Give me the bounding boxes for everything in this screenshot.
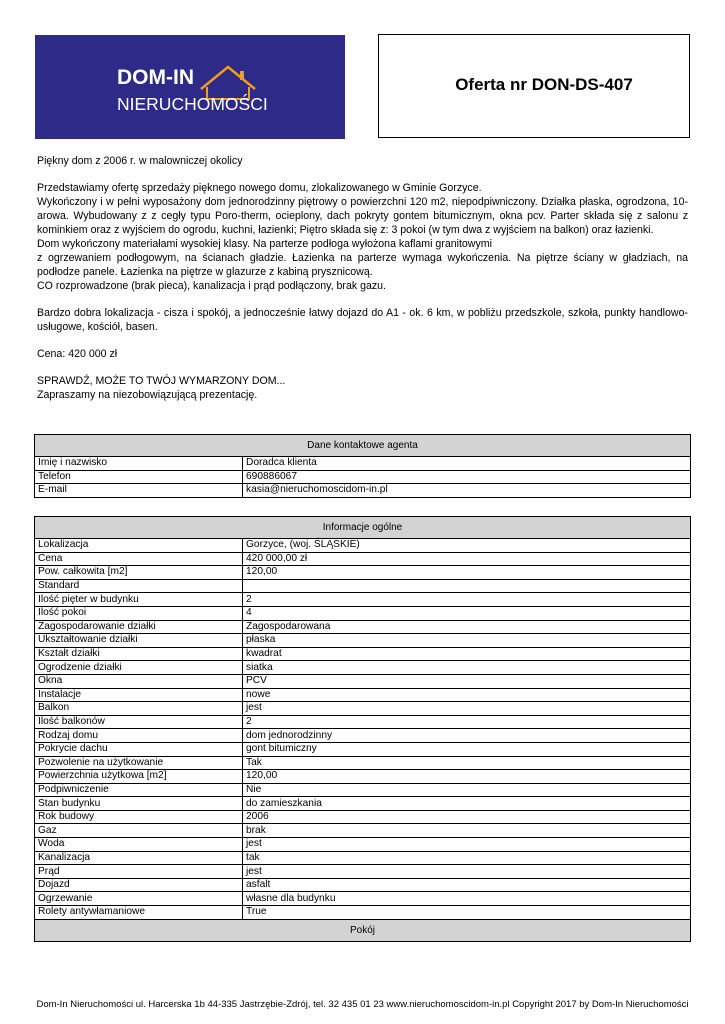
row-label: Balkon	[35, 702, 243, 716]
table-row	[35, 702, 691, 716]
row-label: Ogrodzenie działki	[35, 661, 243, 675]
table-row	[35, 674, 691, 688]
row-label: Zagospodarowanie działki	[35, 620, 243, 634]
row-label: Podpiwniczenie	[35, 783, 243, 797]
row-label: Stan budynku	[35, 797, 243, 811]
table-row	[35, 715, 691, 729]
house-logo-icon	[115, 59, 305, 119]
headline: Piękny dom z 2006 r. w malowniczej okolicy	[37, 155, 243, 167]
table-header: Informacje ogólne	[35, 517, 691, 539]
table-row	[35, 756, 691, 770]
table-row	[35, 606, 691, 620]
row-label: Imię i nazwisko	[35, 457, 243, 471]
row-label: Dojazd	[35, 878, 243, 892]
table-row	[35, 865, 691, 879]
row-value: 690886067	[243, 470, 691, 484]
row-value: dom jednorodzinny	[243, 729, 691, 743]
logo-line1: DOM-IN	[117, 66, 194, 89]
row-label: Prąd	[35, 865, 243, 879]
row-label: Lokalizacja	[35, 539, 243, 553]
row-label: Ogrzewanie	[35, 892, 243, 906]
logo-line2: NIERUCHOMOŚCI	[117, 94, 268, 114]
general-info-table	[34, 516, 691, 942]
row-label: Okna	[35, 674, 243, 688]
row-label: Pokrycie dachu	[35, 742, 243, 756]
table-row	[35, 566, 691, 580]
table-row	[35, 851, 691, 865]
row-label: Rodzaj domu	[35, 729, 243, 743]
row-value: Zagospodarowana	[243, 620, 691, 634]
table-row	[35, 457, 691, 471]
row-label: Powierzchnia użytkowa [m2]	[35, 770, 243, 784]
table-row	[35, 729, 691, 743]
agent-contact-table	[34, 434, 691, 498]
table-row	[35, 539, 691, 553]
row-label: Ilość pięter w budynku	[35, 593, 243, 607]
row-value: kwadrat	[243, 647, 691, 661]
description-paragraph: Wykończony i w pełni wyposażony dom jednorodzinny piętrowy o powierzchni 120 m2, niepodpiwniczony. Działka płaska, ogrodzona, 10-arowa. Wybudowany z z cegły typu Poro-therm, ocieplony, dach pokryty gontem bitumicznym, okna pcv. Parter składa się z salonu z kominkiem oraz z wyjściem do ogrodu, kuchni, łazienki; Piętro składa się z: 3 pokoi (w tym dwa z wyjściem na balkon) oraz łazienki.	[37, 196, 688, 236]
row-value: tak	[243, 851, 691, 865]
table-row	[35, 470, 691, 484]
table-row	[35, 593, 691, 607]
offer-title: Oferta nr DON-DS-407	[455, 75, 633, 94]
row-label: Ukształtowanie działki	[35, 634, 243, 648]
row-value: do zamieszkania	[243, 797, 691, 811]
table-row	[35, 810, 691, 824]
row-label: Rolety antywłamaniowe	[35, 906, 243, 920]
row-value: Gorzyce, (woj. ŚLĄSKIE)	[243, 539, 691, 553]
table-section-header: Pokój	[35, 919, 691, 941]
row-value: własne dla budynku	[243, 892, 691, 906]
row-value: Nie	[243, 783, 691, 797]
row-value: 120,00	[243, 770, 691, 784]
row-value: Tak	[243, 756, 691, 770]
table-row	[35, 892, 691, 906]
row-value: gont bitumiczny	[243, 742, 691, 756]
description-paragraph: Dom wykończony materiałami wysokiej klasy. Na parterze podłoga wyłożona kaflami granitowymi	[37, 238, 492, 250]
row-value: brak	[243, 824, 691, 838]
row-label: Kanalizacja	[35, 851, 243, 865]
table-row	[35, 838, 691, 852]
row-label: E-mail	[35, 484, 243, 498]
table-row	[35, 647, 691, 661]
row-value: nowe	[243, 688, 691, 702]
price-text: Cena: 420 000 zł	[37, 348, 118, 360]
row-value: 420 000,00 zł	[243, 552, 691, 566]
table-row	[35, 906, 691, 920]
row-value: 2006	[243, 810, 691, 824]
offer-number-box	[378, 34, 690, 138]
table-row	[35, 484, 691, 498]
table-row	[35, 620, 691, 634]
table-row	[35, 824, 691, 838]
row-value: True	[243, 906, 691, 920]
table-row	[35, 661, 691, 675]
table-header: Dane kontaktowe agenta	[35, 435, 691, 457]
table-row	[35, 797, 691, 811]
invitation-text: Zapraszamy na niezobowiązującą prezentację.	[37, 389, 258, 401]
row-label: Gaz	[35, 824, 243, 838]
page-footer: Dom-In Nieruchomości ul. Harcerska 1b 44-335 Jastrzębie-Zdrój, tel. 32 435 01 23 www.nieruchomoscidom-in.pl Copyright 2017 by Dom-In Nieruchomości	[36, 999, 689, 1010]
table-row	[35, 579, 691, 593]
description-paragraph: Przedstawiamy ofertę sprzedaży pięknego nowego domu, zlokalizowanego w Gminie Gorzyce.	[37, 182, 482, 194]
row-value: 4	[243, 606, 691, 620]
row-value: 2	[243, 593, 691, 607]
description-paragraph: z ogrzewaniem podłogowym, na ścianach gładzie. Łazienka na parterze wymaga wykończenia. Na piętrze ściany w gładziach, na podłodze panele. Łazienka na piętrze w glazurze z kabiną prysznicową.	[37, 252, 688, 278]
row-label: Kształt działki	[35, 647, 243, 661]
row-label: Pow. całkowita [m2]	[35, 566, 243, 580]
row-value: siatka	[243, 661, 691, 675]
location-paragraph: Bardzo dobra lokalizacja - cisza i spokój, a jednocześnie łatwy dojazd do A1 - ok. 6 km, w pobliżu przedszkole, szkoła, punkty handlowo-usługowe, kościół, basen.	[37, 307, 688, 333]
table-row	[35, 770, 691, 784]
row-label: Standard	[35, 579, 243, 593]
row-label: Pozwolenie na użytkowanie	[35, 756, 243, 770]
table-row	[35, 742, 691, 756]
table-row	[35, 688, 691, 702]
row-label: Rok budowy	[35, 810, 243, 824]
row-value: asfalt	[243, 878, 691, 892]
table-row	[35, 878, 691, 892]
table-row	[35, 783, 691, 797]
row-value: jest	[243, 702, 691, 716]
description-paragraph: CO rozprowadzone (brak pieca), kanalizacja i prąd podłączony, brak gazu.	[37, 280, 386, 292]
row-label: Woda	[35, 838, 243, 852]
row-label: Instalacje	[35, 688, 243, 702]
row-label: Ilość balkonów	[35, 715, 243, 729]
company-logo	[35, 35, 345, 139]
table-row	[35, 634, 691, 648]
row-value	[243, 579, 691, 593]
row-label: Telefon	[35, 470, 243, 484]
table-row	[35, 552, 691, 566]
row-value: 120,00	[243, 566, 691, 580]
row-value: PCV	[243, 674, 691, 688]
row-value: kasia@nieruchomoscidom-in.pl	[243, 484, 691, 498]
row-value: Doradca klienta	[243, 457, 691, 471]
row-value: jest	[243, 838, 691, 852]
row-value: jest	[243, 865, 691, 879]
row-label: Cena	[35, 552, 243, 566]
cta-text: SPRAWDŹ, MOŻE TO TWÓJ WYMARZONY DOM...	[37, 375, 286, 387]
description	[37, 154, 688, 402]
row-value: płaska	[243, 634, 691, 648]
row-label: Ilość pokoi	[35, 606, 243, 620]
row-value: 2	[243, 715, 691, 729]
